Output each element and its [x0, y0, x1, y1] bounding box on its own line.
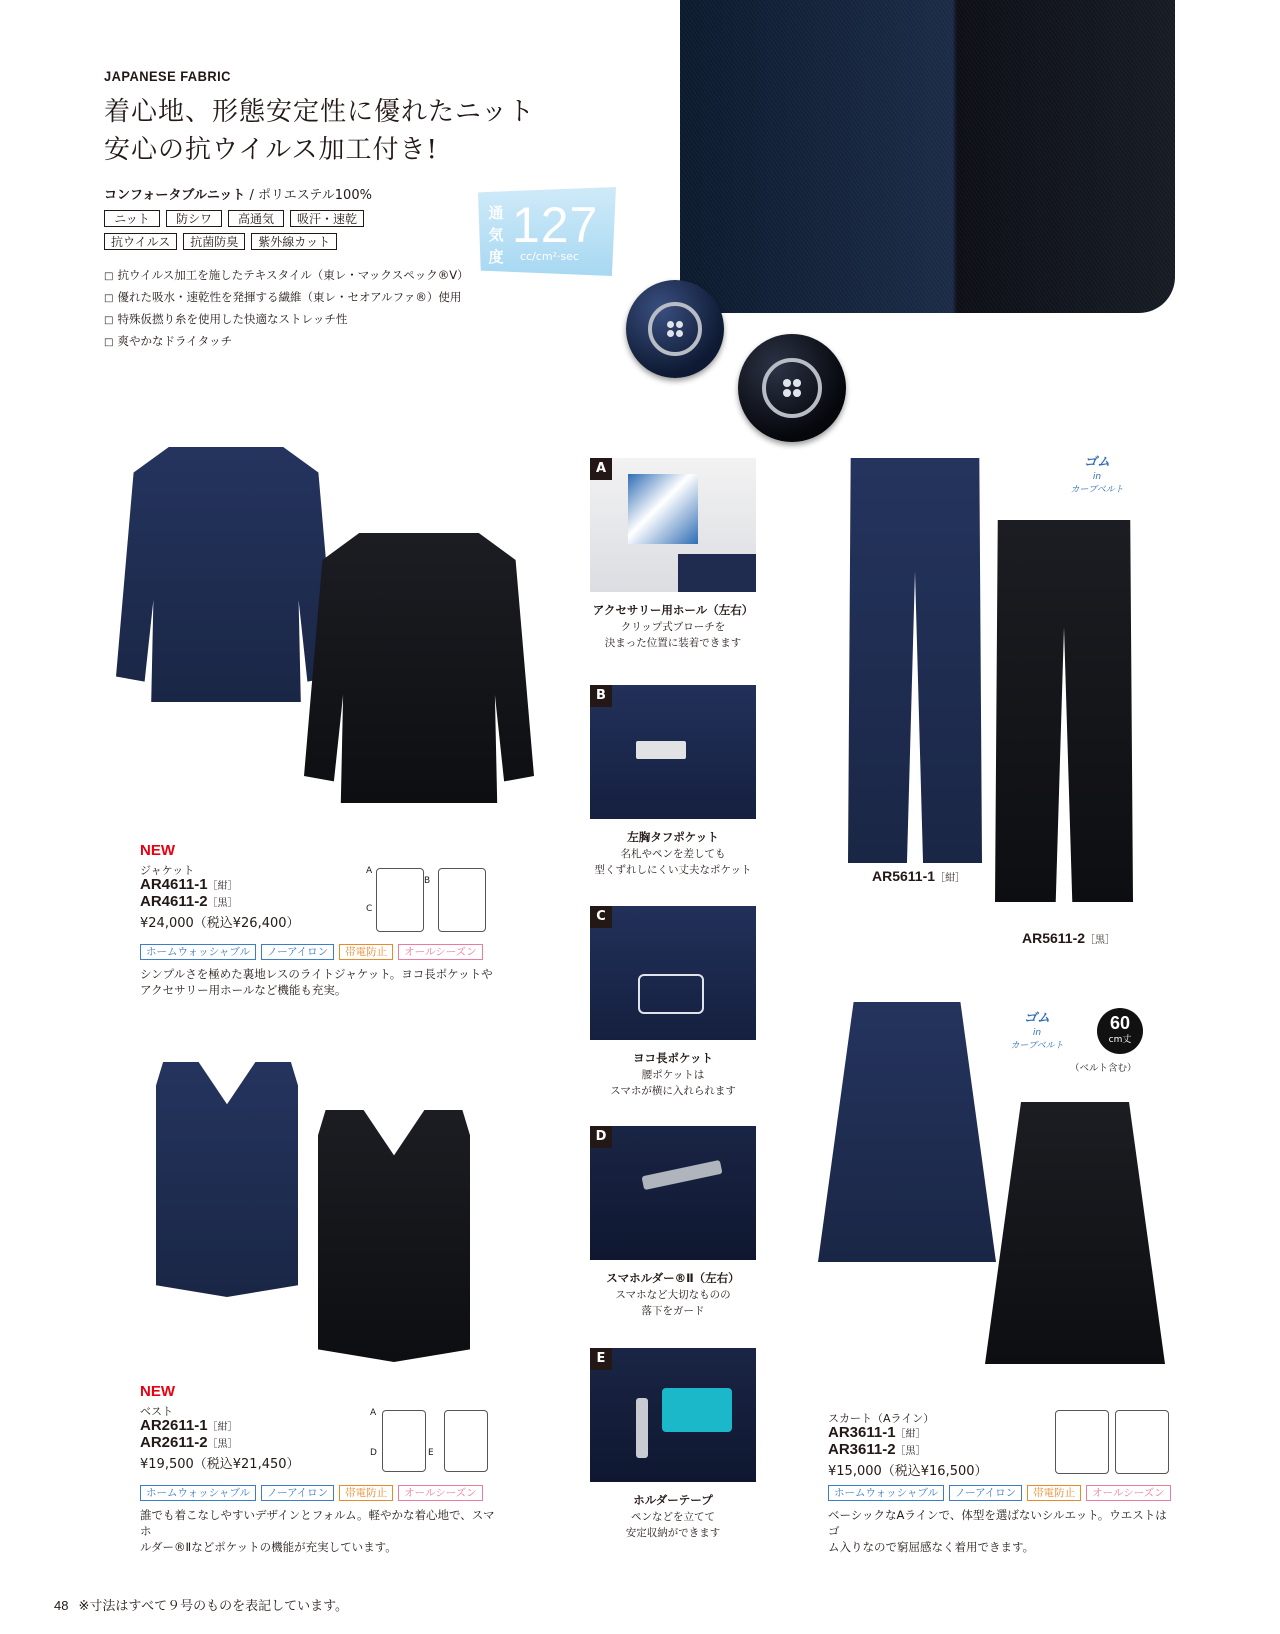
navy-button-photo [626, 280, 724, 378]
footer-note: ※寸法はすべて９号のものを表記しています。 [78, 1599, 349, 1614]
product-code-text: AR2611-2 [140, 1434, 208, 1451]
badge-main: ゴム [1023, 1011, 1050, 1026]
product-tag: 帯電防止 [339, 944, 393, 960]
vest-navy-photo [156, 1062, 298, 1297]
feature-tag: 紫外線カット [251, 233, 337, 250]
detail-description: スマホなど大切なものの 落下をガード [615, 1289, 731, 1317]
bullet-item: □ 優れた吸水・速乾性を発揮する繊維（東レ・セオアルファ®）使用 [104, 287, 469, 309]
product-code-text: AR4611-2 [140, 893, 208, 910]
button-holes [667, 321, 683, 337]
pen-shape [636, 1398, 648, 1458]
fabric-closeup-photo [680, 0, 1175, 313]
product-code-text: AR3611-1 [828, 1424, 896, 1441]
new-badge: NEW [140, 1383, 175, 1400]
detail-c-photo [590, 906, 756, 1040]
button-holes [783, 379, 800, 396]
product-tag: オールシーズン [398, 1485, 483, 1501]
vest-back-sketch [444, 1410, 488, 1472]
page-number: 48 [54, 1598, 69, 1613]
product-tags [140, 1485, 483, 1501]
product-tags [140, 944, 483, 960]
detail-description: 腰ポケットは スマホが横に入れられます [610, 1069, 736, 1097]
skirt-length-badge [1097, 1008, 1143, 1054]
detail-title: スマホルダー®Ⅱ（左右） [606, 1271, 740, 1285]
skirt-black-photo [985, 1102, 1165, 1364]
product-color: ［紺］ [895, 1429, 926, 1440]
sketch-label: A [370, 1408, 377, 1418]
product-price: ¥24,000（税込¥26,400） [140, 916, 300, 931]
elastic-waist-badge [1070, 455, 1124, 495]
air-permeability-value: 127 [512, 197, 599, 253]
product-tag: ノーアイロン [949, 1485, 1022, 1501]
product-code [140, 893, 238, 912]
product-color: ［黒］ [207, 898, 238, 909]
vest-shape [678, 554, 756, 592]
product-tag: ホームウォッシャブル [140, 1485, 256, 1501]
product-price: ¥19,500（税込¥21,450） [140, 1457, 300, 1472]
elastic-waist-badge [1010, 1011, 1064, 1051]
detail-title: ヨコ長ポケット [633, 1051, 713, 1065]
fabric-name [104, 184, 372, 203]
product-color: ［紺］ [935, 873, 966, 884]
black-button-photo [738, 334, 846, 442]
detail-e-photo [590, 1348, 756, 1482]
bullet-item: □ 特殊仮撚り糸を使用した快適なストレッチ性 [104, 309, 469, 331]
vest-sketch [370, 1408, 490, 1476]
product-category: ジャケット [140, 864, 195, 877]
product-code [872, 868, 965, 887]
product-tag: ノーアイロン [261, 944, 334, 960]
detail-letter: C [590, 906, 612, 928]
fabric-composition: / ポリエステル100% [245, 188, 372, 203]
badge-sub: カーブベルト [1070, 485, 1124, 495]
sketch-label: D [370, 1448, 377, 1458]
product-tag: オールシーズン [1086, 1485, 1171, 1501]
pants-navy-photo [848, 458, 982, 863]
product-category: スカート（Aライン） [828, 1412, 935, 1425]
sketch-label: C [366, 904, 373, 914]
feature-tag: 防シワ [166, 210, 222, 227]
product-code-text: AR5611-2 [1022, 930, 1086, 946]
name-tag-shape [636, 741, 686, 759]
product-code-text: AR4611-1 [140, 876, 208, 893]
detail-description: 名札やペンを差しても 型くずれしにくい丈夫なポケット [594, 848, 752, 876]
product-description: シンプルさを極めた裏地レスのライトジャケット。ヨコ長ポケットや アクセサリー用ホールなど機能も充実。 [140, 967, 493, 997]
feature-tag: 抗菌防臭 [183, 233, 245, 250]
skirt-front-sketch [1055, 1410, 1109, 1474]
page-footer [54, 1595, 348, 1614]
sketch-label: A [366, 866, 373, 876]
section-kicker: JAPANESE FABRIC [104, 68, 231, 84]
detail-description: クリップ式ブローチを 決まった位置に装着できます [604, 621, 742, 649]
vest-black-photo [318, 1110, 470, 1362]
air-permeability-unit: cc/cm²·sec [520, 250, 580, 263]
jacket-navy-photo [116, 447, 336, 702]
product-color: ［黒］ [895, 1446, 926, 1457]
detail-letter: A [590, 458, 612, 480]
product-color: ［紺］ [207, 881, 238, 892]
skirt-length-unit: cm丈 [1108, 1035, 1132, 1045]
product-code [1022, 930, 1115, 949]
pants-black-photo [995, 520, 1133, 902]
jacket-front-sketch [376, 868, 424, 932]
skirt-back-sketch [1115, 1410, 1169, 1474]
vest-front-sketch [382, 1410, 426, 1472]
product-code-text: AR2611-1 [140, 1417, 208, 1434]
product-tag: ホームウォッシャブル [828, 1485, 944, 1501]
detail-d-photo [590, 1126, 756, 1260]
product-code-text: AR3611-2 [828, 1441, 896, 1458]
badge-in: in [1032, 1028, 1042, 1038]
product-code [828, 1441, 926, 1460]
new-badge: NEW [140, 842, 175, 859]
detail-title: ホルダーテープ [633, 1493, 713, 1507]
product-category: ベスト [140, 1405, 173, 1418]
badge-main: ゴム [1083, 455, 1110, 470]
scarf-shape [628, 474, 698, 544]
skirt-length-note: （ベルト含む） [1070, 1063, 1137, 1074]
badge-sub: カーブベルト [1010, 1041, 1064, 1051]
feature-tag: ニット [104, 210, 160, 227]
bullet-item: □ 爽やかなドライタッチ [104, 331, 469, 353]
phone-icon [638, 974, 704, 1014]
detail-letter: D [590, 1126, 612, 1148]
product-tags [828, 1485, 1171, 1501]
product-color: ［紺］ [207, 1422, 238, 1433]
product-price: ¥15,000（税込¥16,500） [828, 1464, 988, 1479]
skirt-length-value: 60 [1109, 1013, 1131, 1033]
sketch-label: B [424, 876, 431, 886]
bullet-item: □ 抗ウイルス加工を施したテキスタイル（東レ・マックスペック®V） [104, 265, 469, 287]
skirt-navy-photo [818, 1002, 996, 1262]
product-color: ［黒］ [1085, 935, 1116, 946]
fabric-bullets [104, 265, 469, 353]
detail-b-photo [590, 685, 756, 819]
detail-title: アクセサリー用ホール（左右） [592, 603, 754, 617]
product-code [140, 1434, 238, 1453]
jacket-sketch [366, 866, 486, 934]
feature-tags [104, 210, 414, 250]
headline: 着心地、形態安定性に優れたニット 安心の抗ウイルス加工付き! [104, 97, 535, 165]
smartphone-shape [641, 1160, 722, 1190]
fabric-name-label: コンフォータブルニット [104, 188, 246, 203]
detail-letter: E [590, 1348, 612, 1370]
product-tag: オールシーズン [398, 944, 483, 960]
detail-a-photo [590, 458, 756, 592]
air-permeability-label: 通 気 度 [488, 204, 504, 266]
product-code-text: AR5611-1 [872, 868, 936, 884]
feature-tag: 吸汗・速乾 [290, 210, 364, 227]
pouch-shape [662, 1388, 732, 1432]
badge-in: in [1092, 472, 1102, 482]
product-description: 誰でも着こなしやすいデザインとフォルム。軽やかな着心地で、スマホ ルダー®Ⅱなどポケットの機能が充実しています。 [140, 1508, 495, 1554]
detail-description: ペンなどを立てて 安定収納ができます [625, 1511, 721, 1539]
feature-tag: 高通気 [228, 210, 284, 227]
feature-tag: 抗ウイルス [104, 233, 177, 250]
detail-title: 左胸タフポケット [627, 830, 719, 844]
jacket-back-sketch [438, 868, 486, 932]
product-tag: 帯電防止 [339, 1485, 393, 1501]
product-tag: 帯電防止 [1027, 1485, 1081, 1501]
sketch-label: E [428, 1448, 434, 1458]
product-tag: ノーアイロン [261, 1485, 334, 1501]
jacket-black-photo [304, 533, 534, 803]
product-description: ベーシックなAラインで、体型を選ばないシルエット。ウエストはゴ ム入りなので窮屈感なく着用できます。 [828, 1508, 1167, 1554]
product-color: ［黒］ [207, 1439, 238, 1450]
detail-letter: B [590, 685, 612, 707]
product-tag: ホームウォッシャブル [140, 944, 256, 960]
